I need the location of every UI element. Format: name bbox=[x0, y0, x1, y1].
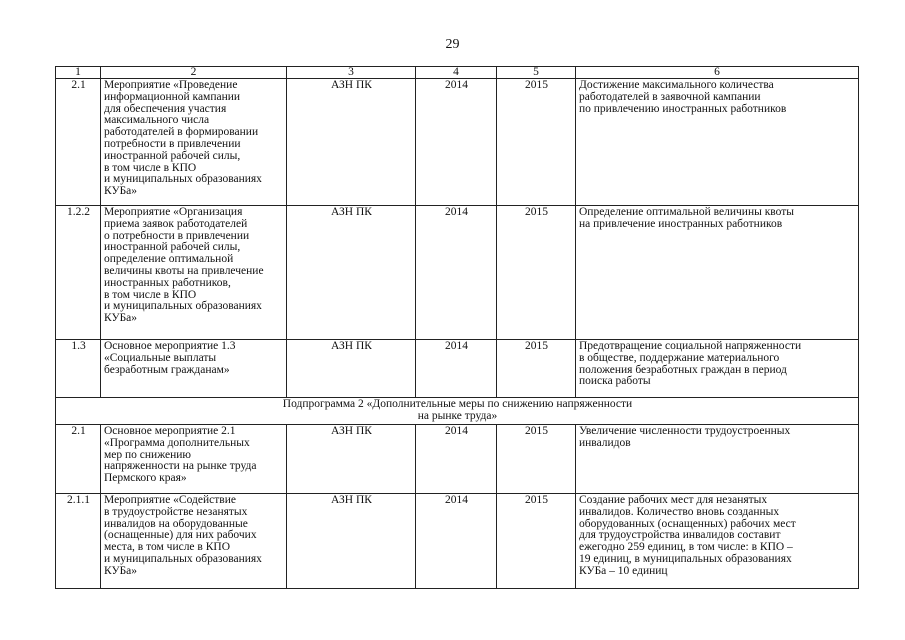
end-year-cell: 2015 bbox=[497, 206, 576, 340]
header-cell: 4 bbox=[416, 67, 497, 79]
end-year-cell: 2015 bbox=[497, 425, 576, 494]
row-number: 2.1.1 bbox=[56, 494, 101, 589]
table-row bbox=[56, 206, 859, 340]
event-cell: Основное мероприятие 2.1 «Программа дополнительных мер по снижению напряженности на рынке труда Пермского края» bbox=[101, 425, 287, 494]
event-cell: Мероприятие «Организация приема заявок работодателей о потребности в привлечении иностранной рабочей силы, определение оптимальной величины квоты на привлечение иностранных работников, в том числе в КПО и муниципальных образованиях КУБа» bbox=[101, 206, 287, 340]
event-cell: Основное мероприятие 1.3 «Социальные выплаты безработным гражданам» bbox=[101, 340, 287, 398]
row-number: 2.1 bbox=[56, 79, 101, 206]
header-row bbox=[56, 67, 859, 79]
result-cell: Создание рабочих мест для незанятых инвалидов. Количество вновь созданных оборудованных (оснащенных) рабочих мест для трудоустройства инвалидов составит ежегодно 259 единиц, в том числе: в КПО – 19 единиц, в муниципальных образованиях КУБа – 10 единиц bbox=[576, 494, 859, 589]
start-year-cell: 2014 bbox=[416, 340, 497, 398]
header-cell: 6 bbox=[576, 67, 859, 79]
start-year-cell: 2014 bbox=[416, 79, 497, 206]
table-row bbox=[56, 494, 859, 589]
start-year-cell: 2014 bbox=[416, 206, 497, 340]
subprogram-row bbox=[56, 398, 859, 425]
executor-cell: АЗН ПК bbox=[287, 340, 416, 398]
start-year-cell: 2014 bbox=[416, 494, 497, 589]
result-cell: Определение оптимальной величины квоты на привлечение иностранных работников bbox=[576, 206, 859, 340]
page-number: 29 bbox=[445, 37, 460, 52]
subprogram-title: Подпрограмма 2 «Дополнительные меры по снижению напряженности на рынке труда» bbox=[56, 398, 859, 425]
row-number: 1.3 bbox=[56, 340, 101, 398]
header-cell: 5 bbox=[497, 67, 576, 79]
measures-table bbox=[55, 66, 859, 589]
executor-cell: АЗН ПК bbox=[287, 425, 416, 494]
end-year-cell: 2015 bbox=[497, 494, 576, 589]
event-cell: Мероприятие «Содействие в трудоустройстве незанятых инвалидов на оборудованные (оснащенные) для них рабочих места, в том числе в КПО и муниципальных образованиях КУБа» bbox=[101, 494, 287, 589]
executor-cell: АЗН ПК bbox=[287, 206, 416, 340]
end-year-cell: 2015 bbox=[497, 79, 576, 206]
start-year-cell: 2014 bbox=[416, 425, 497, 494]
table-row bbox=[56, 79, 859, 206]
executor-cell: АЗН ПК bbox=[287, 79, 416, 206]
row-number: 2.1 bbox=[56, 425, 101, 494]
header-cell: 2 bbox=[101, 67, 287, 79]
executor-cell: АЗН ПК bbox=[287, 494, 416, 589]
header-cell: 1 bbox=[56, 67, 101, 79]
event-cell: Мероприятие «Проведение информационной кампании для обеспечения участия максимального числа работодателей в формировании потребности в привлечении иностранной рабочей силы, в том числе в КПО и муниципальных образованиях КУБа» bbox=[101, 79, 287, 206]
end-year-cell: 2015 bbox=[497, 340, 576, 398]
table-row bbox=[56, 425, 859, 494]
result-cell: Предотвращение социальной напряженности в обществе, поддержание материального положения безработных граждан в период поиска работы bbox=[576, 340, 859, 398]
row-number: 1.2.2 bbox=[56, 206, 101, 340]
table-row bbox=[56, 340, 859, 398]
result-cell: Достижение максимального количества работодателей в заявочной кампании по привлечению иностранных работников bbox=[576, 79, 859, 206]
header-cell: 3 bbox=[287, 67, 416, 79]
result-cell: Увеличение численности трудоустроенных инвалидов bbox=[576, 425, 859, 494]
